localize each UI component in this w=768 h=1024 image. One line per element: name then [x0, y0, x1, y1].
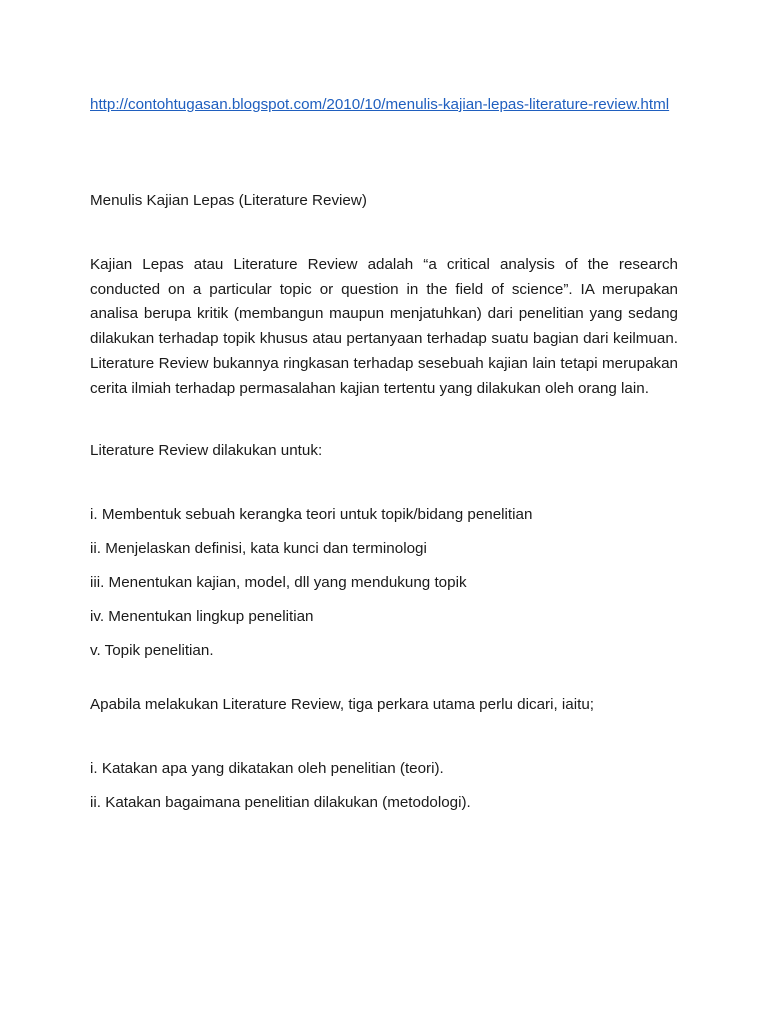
- document-page: [90, 92, 678, 825]
- steps-heading: Apabila melakukan Literature Review, tiga perkara utama perlu dicari, iaitu;: [90, 696, 594, 714]
- document-title: Menulis Kajian Lepas (Literature Review): [90, 192, 367, 209]
- list-item: iv. Menentukan lingkup penelitian: [90, 608, 314, 626]
- list-item: iii. Menentukan kajian, model, dll yang mendukung topik: [90, 574, 467, 592]
- steps-list: [90, 757, 678, 815]
- source-link[interactable]: http://contohtugasan.blogspot.com/2010/10/menulis-kajian-lepas-literature-review.html: [90, 96, 670, 113]
- list-item: i. Katakan apa yang dikatakan oleh penelitian (teori).: [90, 760, 444, 778]
- intro-paragraph: Kajian Lepas atau Literature Review adalah “a critical analysis of the research conducted on a particular topic or question in the field of science”. IA merupakan analisa berupa kritik (membangun maupun menjatuhkan) dari penelitian yang sedang dilakukan terhadap topik khusus atau pertanyaan terhadap suatu bagian dari keilmuan. Literature Review bukannya ringkasan terhadap sesebuah kajian lain tetapi merupakan cerita ilmiah terhadap permasalahan kajian tertentu yang dilakukan oleh orang lain.: [90, 256, 678, 397]
- list-item: ii. Menjelaskan definisi, kata kunci dan terminologi: [90, 540, 427, 558]
- purpose-list: [90, 503, 678, 663]
- purpose-heading: Literature Review dilakukan untuk:: [90, 442, 323, 460]
- list-item: v. Topik penelitian.: [90, 642, 214, 660]
- list-item: ii. Katakan bagaimana penelitian dilakukan (metodologi).: [90, 794, 471, 812]
- list-item: i. Membentuk sebuah kerangka teori untuk topik/bidang penelitian: [90, 506, 533, 524]
